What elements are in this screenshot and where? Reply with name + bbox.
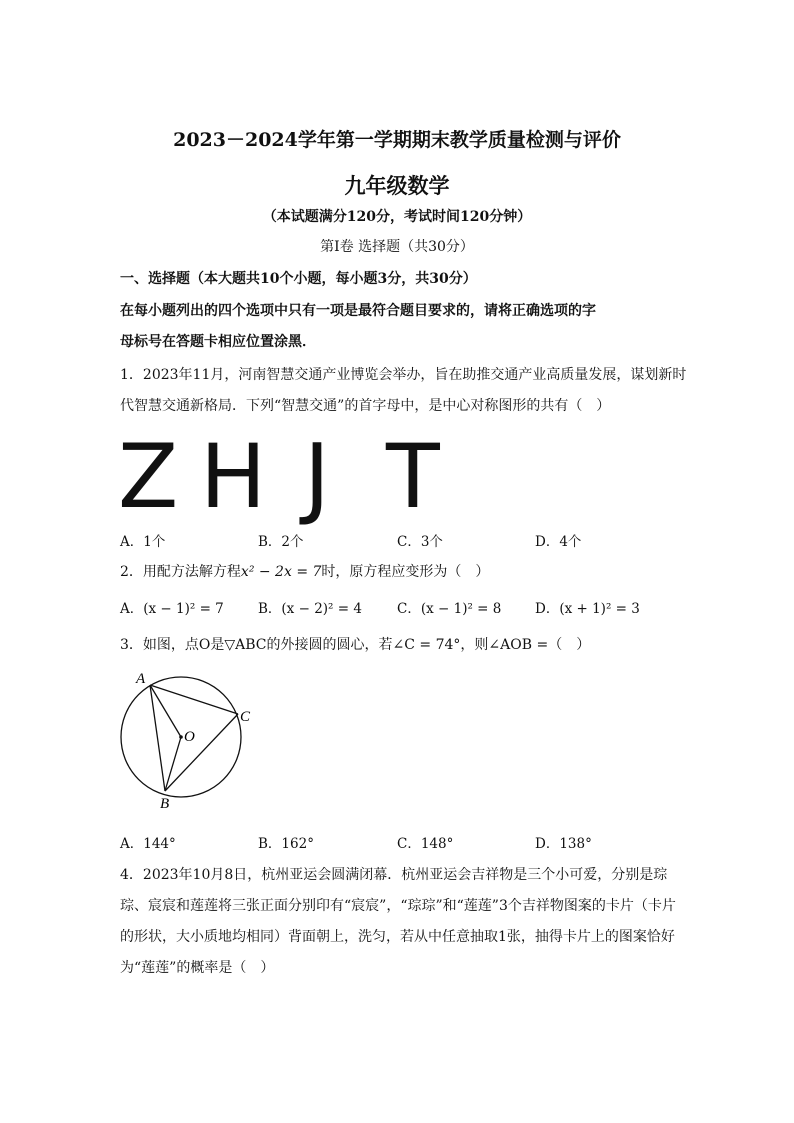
- exam-note: （本试题满分120分，考试时间120分钟）: [262, 209, 532, 225]
- q1-option-c: C．3个: [397, 534, 443, 550]
- segment-ab: [150, 685, 165, 791]
- q2-stem-prefix: 2．用配方法解方程: [120, 564, 241, 580]
- q2-equation: x² − 2x = 7: [240, 564, 322, 580]
- letter-h: H: [200, 425, 267, 528]
- q3-stem: 3．如图，点O是▽ABC的外接圆的圆心，若∠C = 74°，则∠AOB =（ ）: [120, 637, 591, 653]
- q3-circle-diagram: [112, 665, 262, 815]
- q3-option-d: D．138°: [535, 836, 592, 852]
- q3-option-c: C．148°: [397, 836, 454, 852]
- section-heading: 一、选择题（本大题共10个小题，每小题3分，共30分）: [120, 271, 477, 287]
- letter-j: J: [304, 425, 330, 528]
- q4-line-1: 4．2023年10月8日，杭州亚运会圆满闭幕．杭州亚运会吉祥物是三个小可爱，分别是琮: [120, 867, 668, 883]
- center-point: [179, 735, 183, 739]
- q3-option-b: B．162°: [258, 836, 314, 852]
- q2-stem-suffix: 时，原方程应变形为（ ）: [321, 564, 490, 580]
- q4-line-4: 为“莲莲”的概率是（ ）: [120, 960, 275, 976]
- exam-title: 2023－2024学年第一学期期末教学质量检测与评价: [173, 129, 621, 151]
- q4-line-2: 琮、宸宸和莲莲将三张正面分别印有“宸宸”，“琮琮”和“莲莲”3个吉祥物图案的卡片（卡片: [120, 898, 676, 914]
- q4-line-3: 的形状，大小质地均相同）背面朝上，洗匀，若从中任意抽取1张，抽得卡片上的图案恰好: [120, 929, 675, 945]
- q2-option-b: B．(x − 2)² = 4: [258, 601, 362, 617]
- part-heading: 第Ⅰ卷 选择题（共30分）: [320, 239, 474, 255]
- segment-ac: [150, 685, 238, 714]
- segment-ao: [150, 685, 181, 737]
- instruction-line-1: 在每小题列出的四个选项中只有一项是最符合题目要求的，请将正确选项的字: [120, 303, 596, 319]
- letter-t: T: [386, 425, 440, 528]
- label-a: A: [136, 671, 146, 687]
- q2-stem: [120, 561, 489, 581]
- exam-subtitle: 九年级数学: [344, 173, 450, 198]
- q3-option-a: A．144°: [120, 836, 176, 852]
- q1-line-2: 代智慧交通新格局．下列“智慧交通”的首字母中，是中心对称图形的共有（ ）: [120, 398, 611, 414]
- q2-option-c: C．(x − 1)² = 8: [397, 601, 502, 617]
- q1-option-a: A．1个: [120, 534, 166, 550]
- label-c: C: [240, 709, 251, 725]
- instruction-line-2: 母标号在答题卡相应位置涂黑．: [120, 334, 316, 350]
- q1-line-1: 1．2023年11月，河南智慧交通产业博览会举办，旨在助推交通产业高质量发展，谋划新时: [120, 367, 687, 383]
- label-o: O: [184, 729, 195, 745]
- letter-z: Z: [118, 425, 179, 528]
- q1-option-d: D．4个: [535, 534, 582, 550]
- q1-option-b: B．2个: [258, 534, 304, 550]
- q2-option-a: A．(x − 1)² = 7: [120, 601, 224, 617]
- q2-option-d: D．(x + 1)² = 3: [535, 601, 640, 617]
- label-b: B: [160, 796, 170, 812]
